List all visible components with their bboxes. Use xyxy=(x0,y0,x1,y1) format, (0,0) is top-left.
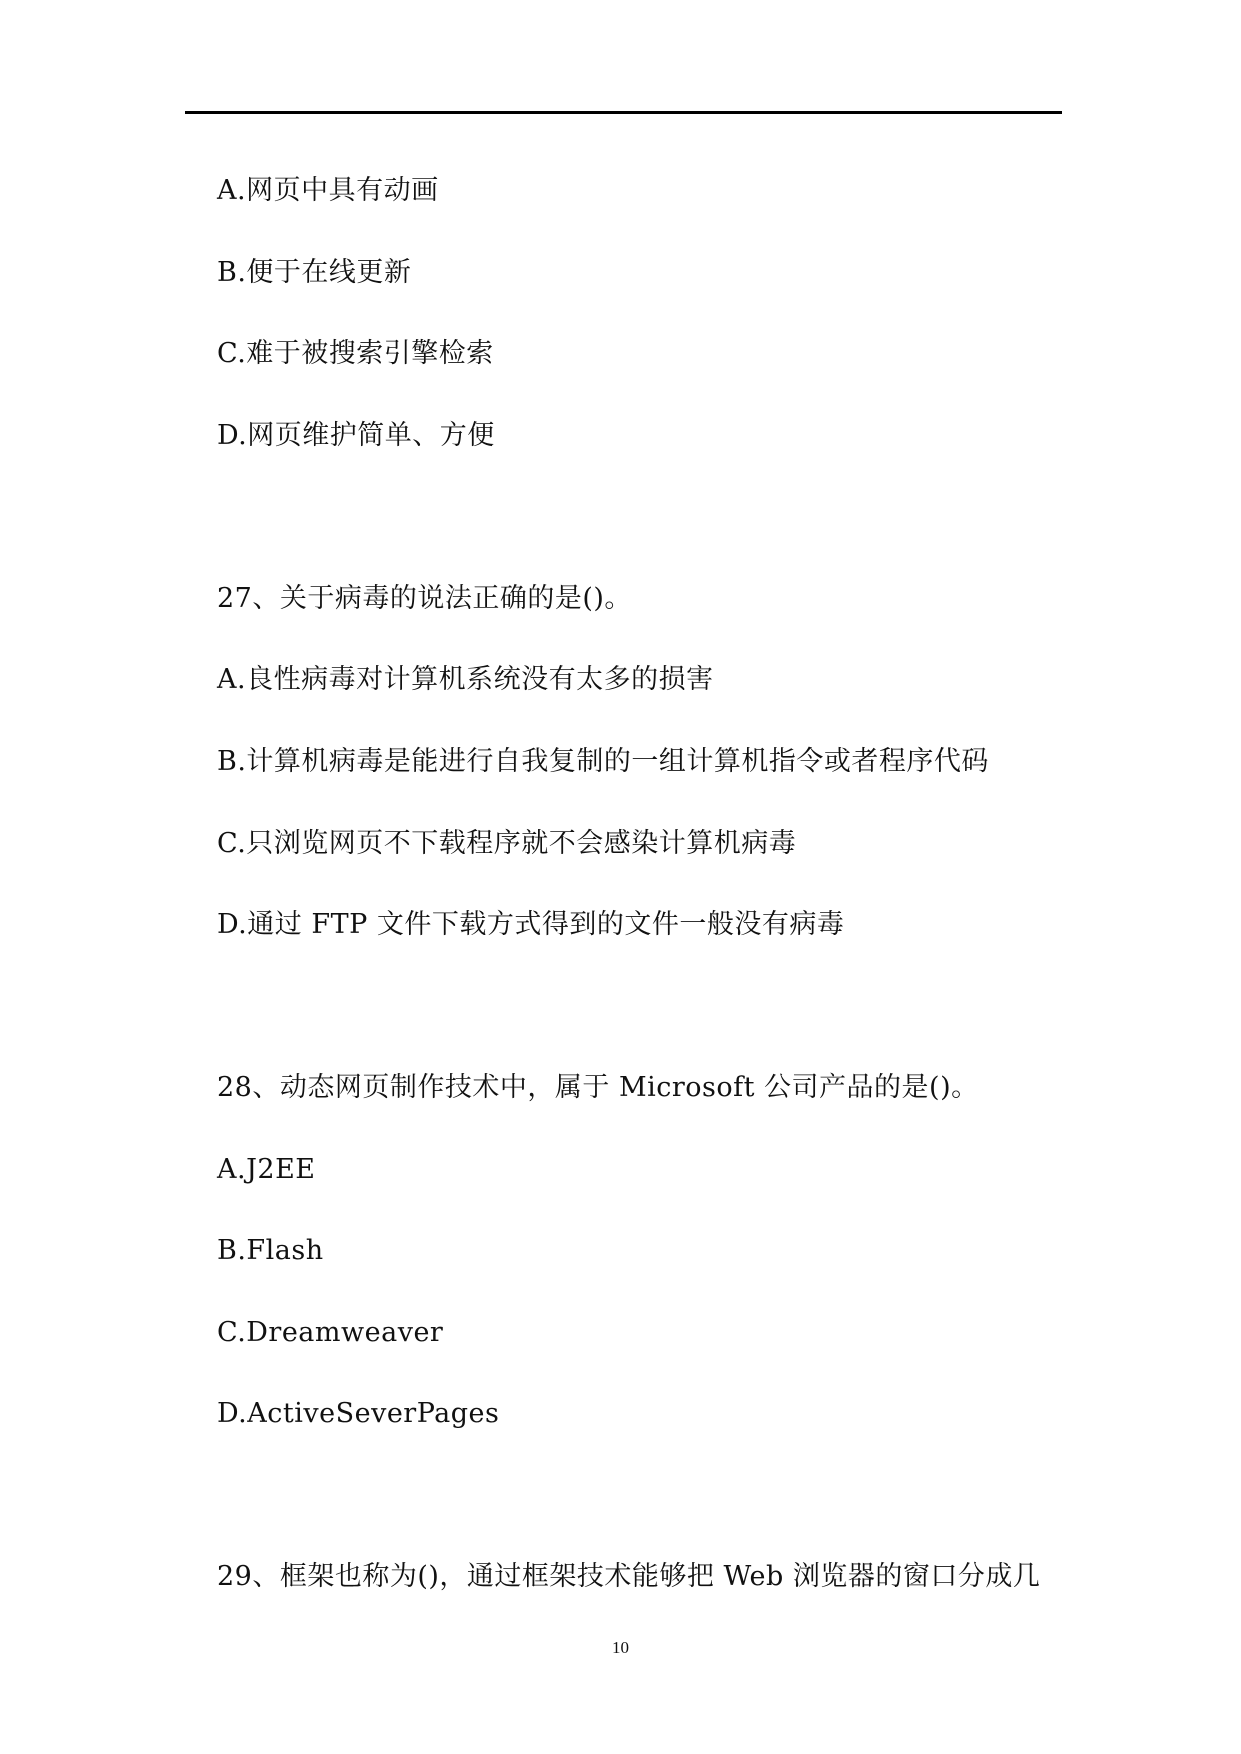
q26-option-a: A.网页中具有动画 xyxy=(217,175,439,206)
page-number: 10 xyxy=(612,1638,629,1657)
q26-option-c: C.难于被搜索引擎检索 xyxy=(217,338,494,369)
q28-option-b: B.Flash xyxy=(217,1235,324,1266)
q26-option-b: B.便于在线更新 xyxy=(217,257,412,288)
q27-stem: 27、关于病毒的说法正确的是()。 xyxy=(217,583,632,614)
q28-stem: 28、动态网页制作技术中，属于 Microsoft 公司产品的是()。 xyxy=(217,1072,979,1103)
q28-option-d: D.ActiveSeverPages xyxy=(217,1398,500,1429)
q26-option-d: D.网页维护简单、方便 xyxy=(217,420,495,451)
header-rule xyxy=(185,111,1062,114)
q29-stem: 29、框架也称为()，通过框架技术能够把 Web 浏览器的窗口分成几 xyxy=(217,1561,1041,1592)
q28-option-a: A.J2EE xyxy=(217,1154,316,1185)
q27-option-c: C.只浏览网页不下载程序就不会感染计算机病毒 xyxy=(217,828,797,859)
q27-option-d: D.通过 FTP 文件下载方式得到的文件一般没有病毒 xyxy=(217,909,845,940)
q27-option-b: B.计算机病毒是能进行自我复制的一组计算机指令或者程序代码 xyxy=(217,746,989,777)
q27-option-a: A.良性病毒对计算机系统没有太多的损害 xyxy=(217,664,714,695)
q28-option-c: C.Dreamweaver xyxy=(217,1317,444,1348)
